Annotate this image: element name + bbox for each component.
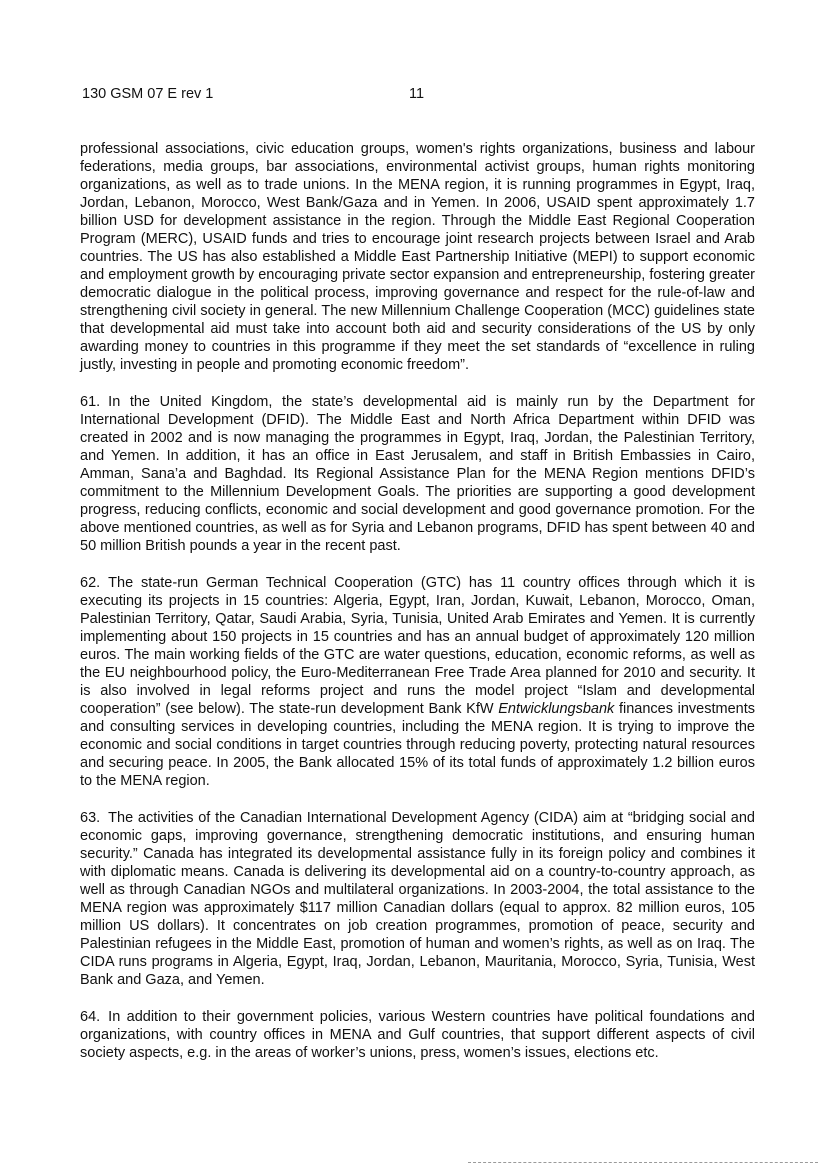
paragraph-text: In addition to their government policies, various Western countries have political foundations and organizations, with country offices in MENA and Gulf countries, that support different aspects of civil society aspects, e.g. in the areas of worker’s unions, press, women’s issues, elections etc. bbox=[80, 1009, 755, 1061]
paragraph-63 bbox=[80, 809, 755, 989]
paragraph-62 bbox=[80, 574, 755, 790]
page-number: 11 bbox=[409, 86, 425, 102]
paragraph-text: In the United Kingdom, the state’s developmental aid is mainly run by the Department for International Development (DFID). The Middle East and North Africa Department within DFID was created in 2002 and is now managing the programmes in Egypt, Iraq, Jordan, the Palestinian Territory, and Yemen. In addition, it has an office in East Jerusalem, and staff in British Embassies in Cairo, Amman, Sana’a and Baghdad. Its Regional Assistance Plan for the MENA Region mentions DFID’s commitment to the Millennium Development Goals. The priorities are supporting a good development progress, reducing conflicts, economic and social development and good governance promotion. For the above mentioned countries, as well as for Syria and Lebanon programs, DFID has spent between 40 and 50 million British pounds a year in the recent past. bbox=[80, 394, 755, 554]
paragraph-text: The activities of the Canadian International Development Agency (CIDA) aim at “bridging social and economic gaps, improving governance, strengthening democratic institutions, and ensuring human security.” Canada has integrated its developmental assistance fully in its foreign policy and combines it with diplomatic means. Canada is delivering its developmental aid on a country-to-country approach, as well as through Canadian NGOs and multilateral organizations. In 2003-2004, the total assistance to the MENA region was approximately $117 million Canadian dollars (equal to approx. 82 million euros, 105 million US dollars). It concentrates on job creation programmes, promotion of peace, security and Palestinian refugees in the Middle East, promotion of human and women’s rights, as well as on Iraq. The CIDA runs programs in Algeria, Egypt, Iraq, Jordan, Lebanon, Mauritania, Morocco, Syria, Tunisia, West Bank and Gaza, and Yemen. bbox=[80, 810, 755, 988]
paragraph-number: 64. bbox=[80, 1009, 101, 1025]
paragraph-number: 62. bbox=[80, 575, 101, 591]
paragraph-text: The state-run German Technical Cooperation (GTC) has 11 country offices through which it is executing its projects in 15 countries: Algeria, Egypt, Iran, Jordan, Kuwait, Lebanon, Morocco, Oman, Palestinian Territory, Qatar, Saudi Arabia, Syria, Tunisia, United Arab Emirates and Yemen. It is currently implementing about 150 projects in 15 countries and has an annual budget of approximately 120 million euros. The main working fields of the GTC are water questions, education, economic reforms, as well as the EU neighbourhood policy, the Euro-Mediterranean Free Trade Area planned for 2010 and security. It is also involved in legal reforms project and runs the model project “Islam and developmental cooperation” (see below). The state-run development Bank KfW bbox=[80, 575, 755, 717]
document-reference: 130 GSM 07 E rev 1 bbox=[82, 86, 214, 102]
paragraph-text: professional associations, civic education groups, women's rights organizations, business and labour federations, media groups, bar associations, environmental activist groups, human rights monitoring organizations, as well as to trade unions. In the MENA region, it is running programmes in Egypt, Iraq, Jordan, Lebanon, Morocco, West Bank/Gaza and in Yemen. In 2006, USAID spent approximately 1.7 billion USD for development assistance in the region. Through the Middle East Regional Cooperation Program (MERC), USAID funds and tries to encourage joint research projects between Israel and Arab countries. The US has also established a Middle East Partnership Initiative (MEPI) to support economic and employment growth by encouraging private sector expansion and entrepreneurship, fostering greater democratic dialogue in the political process, improving governance and respect for the rule-of-law and strengthening civil society in general. The new Millennium Challenge Cooperation (MCC) guidelines state that developmental aid must take into account both aid and security considerations of the US by only awarding money to countries in this programme if they meet the set standards of “excellence in ruling justly, investing in people and promoting economic freedom”. bbox=[80, 141, 755, 373]
italic-term: Entwicklungsbank bbox=[498, 701, 615, 717]
paragraph-number: 61. bbox=[80, 394, 101, 410]
page-header bbox=[82, 86, 762, 106]
body-text bbox=[80, 140, 755, 1081]
scan-edge-line bbox=[468, 1162, 818, 1163]
paragraph-number: 63. bbox=[80, 810, 101, 826]
paragraph-64 bbox=[80, 1008, 755, 1062]
paragraph-text-continued: finances investments and consulting services in developing countries, including the MENA region. It is trying to improve the economic and social conditions in target countries through reducing poverty, protecting natural resources and securing peace. In 2005, the Bank allocated 15% of its total funds of approximately 1.2 billion euros to the MENA region. bbox=[80, 701, 756, 789]
paragraph-61 bbox=[80, 393, 755, 555]
paragraph-continuation bbox=[80, 140, 755, 374]
